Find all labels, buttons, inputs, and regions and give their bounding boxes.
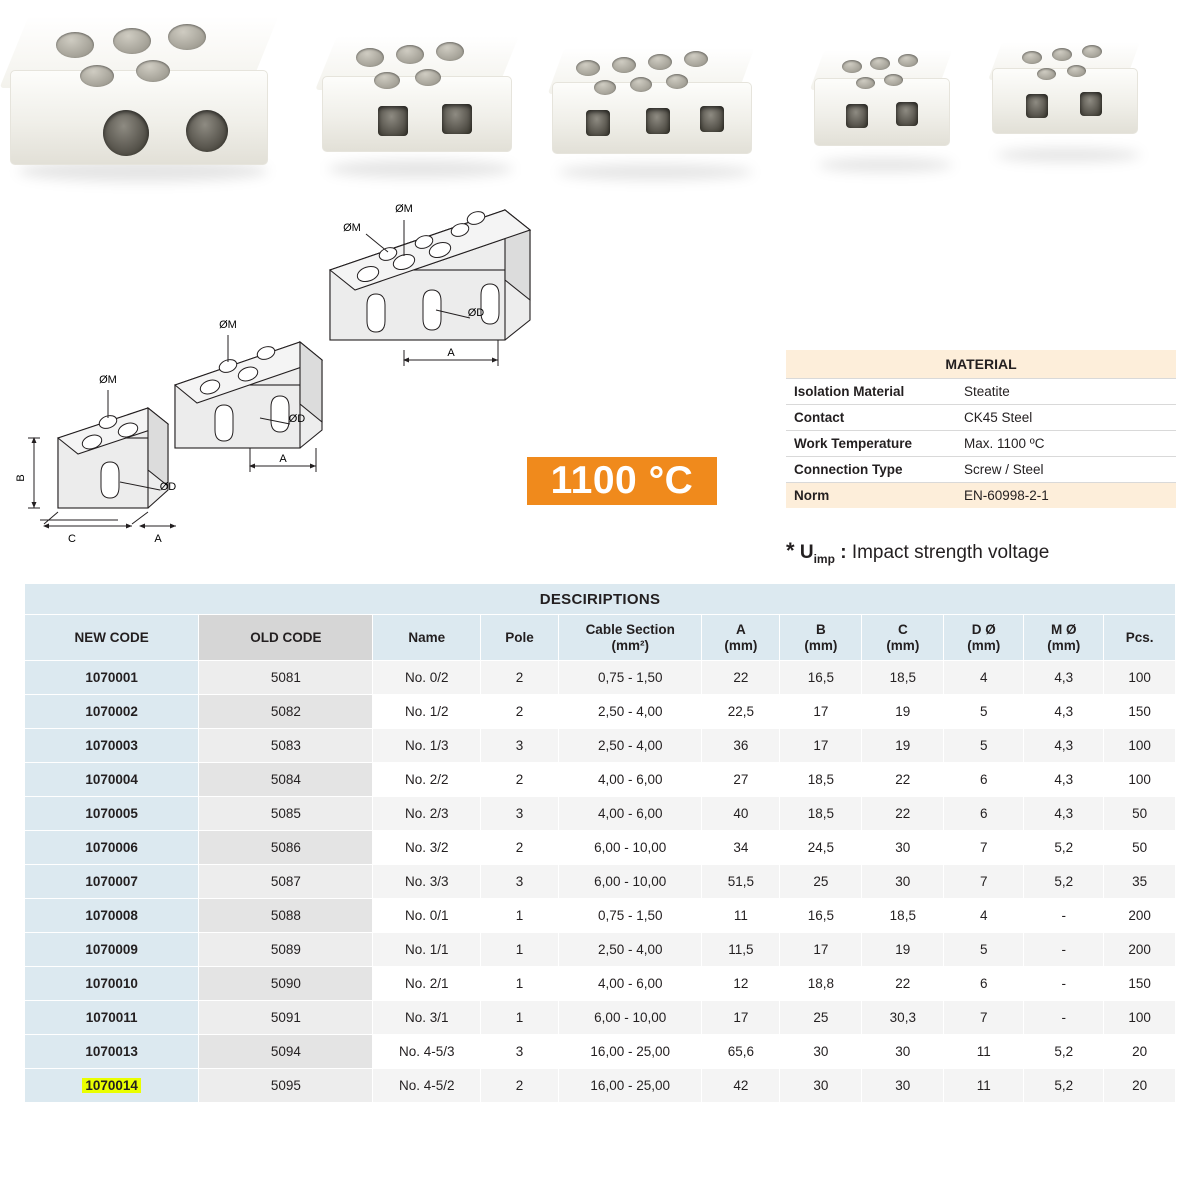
material-key: Isolation Material: [786, 379, 956, 405]
column-header-pcs: Pcs.: [1104, 615, 1176, 661]
cell-a: 17: [702, 1001, 780, 1035]
drawing-label-om: ØM: [343, 222, 361, 234]
cell-pcs: 100: [1104, 729, 1176, 763]
photo-shadow: [558, 164, 753, 180]
cable-entry-hole: [378, 106, 408, 136]
material-table: [786, 350, 1176, 508]
cell-d: 6: [944, 797, 1024, 831]
screw-hole-top: [856, 77, 875, 89]
block-front-face: [992, 68, 1138, 134]
table-row: [25, 695, 1176, 729]
column-header-d: D Ø (mm): [944, 615, 1024, 661]
cell-new-code: 1070008: [25, 899, 199, 933]
column-header-c: C (mm): [862, 615, 944, 661]
cell-new-code: 1070010: [25, 967, 199, 1001]
cell-d: 7: [944, 1001, 1024, 1035]
highlighted-code: 1070014: [82, 1078, 141, 1093]
cell-pole: 3: [481, 729, 559, 763]
drawing-label-c: C: [68, 533, 76, 545]
cell-new-code: 1070006: [25, 831, 199, 865]
screw-hole-top: [684, 51, 708, 67]
screw-hole-top: [396, 45, 424, 64]
cell-name: No. 2/2: [373, 763, 481, 797]
cell-cable-section: 0,75 - 1,50: [558, 661, 701, 695]
cell-new-code: 1070009: [25, 933, 199, 967]
table-row: [25, 933, 1176, 967]
drawing-label-od: ØD: [467, 307, 485, 319]
screw-hole-top: [630, 77, 652, 92]
screw-hole-top: [870, 57, 890, 70]
cell-b: 18,5: [780, 763, 862, 797]
cell-pcs: 200: [1104, 933, 1176, 967]
cell-pcs: 100: [1104, 1001, 1176, 1035]
uimp-colon: :: [834, 542, 852, 563]
cell-c: 30: [862, 831, 944, 865]
column-header-a: A (mm): [702, 615, 780, 661]
cell-d: 7: [944, 831, 1024, 865]
cell-pcs: 50: [1104, 831, 1176, 865]
table-header-row: [25, 615, 1176, 661]
cell-d: 11: [944, 1035, 1024, 1069]
table-row: [25, 1069, 1176, 1103]
cell-b: 25: [780, 865, 862, 899]
cell-cable-section: 16,00 - 25,00: [558, 1069, 701, 1103]
cell-new-code: [25, 1069, 199, 1103]
cell-new-code: 1070007: [25, 865, 199, 899]
cell-d: 5: [944, 729, 1024, 763]
cell-cable-section: 2,50 - 4,00: [558, 933, 701, 967]
cell-c: 30: [862, 1035, 944, 1069]
table-body: [25, 661, 1176, 1103]
cell-old-code: 5086: [199, 831, 373, 865]
cell-cable-section: 4,00 - 6,00: [558, 797, 701, 831]
cell-name: No. 4-5/3: [373, 1035, 481, 1069]
cell-b: 18,8: [780, 967, 862, 1001]
cell-a: 51,5: [702, 865, 780, 899]
cell-old-code: 5082: [199, 695, 373, 729]
cell-old-code: 5090: [199, 967, 373, 1001]
product-photo-3: [550, 44, 760, 184]
drawing-label-a: A: [447, 347, 455, 359]
cell-pole: 2: [481, 661, 559, 695]
product-table: [24, 583, 1176, 1103]
column-header-new-code: NEW CODE: [25, 615, 199, 661]
table-title-row: [25, 584, 1176, 615]
cell-name: No. 1/2: [373, 695, 481, 729]
cable-entry-hole: [442, 104, 472, 134]
cell-b: 30: [780, 1035, 862, 1069]
material-value: Screw / Steel: [956, 457, 1176, 483]
cell-d: 6: [944, 763, 1024, 797]
cell-cable-section: 4,00 - 6,00: [558, 763, 701, 797]
drawing-label-a: A: [279, 453, 287, 465]
product-photo-strip: [0, 0, 1200, 195]
cell-pcs: 100: [1104, 763, 1176, 797]
cell-c: 19: [862, 729, 944, 763]
cell-old-code: 5095: [199, 1069, 373, 1103]
uimp-footnote: [786, 538, 1049, 566]
cell-m: 5,2: [1024, 1035, 1104, 1069]
uimp-text: Impact strength voltage: [851, 542, 1050, 563]
cable-entry-hole: [103, 110, 149, 156]
cell-pole: 2: [481, 763, 559, 797]
cell-pcs: 20: [1104, 1035, 1176, 1069]
cell-a: 11,5: [702, 933, 780, 967]
cell-pcs: 150: [1104, 695, 1176, 729]
cell-pcs: 200: [1104, 899, 1176, 933]
cell-b: 24,5: [780, 831, 862, 865]
screw-hole-top: [1067, 65, 1086, 77]
material-row: [786, 457, 1176, 483]
temperature-badge: 1100 °C: [527, 457, 717, 505]
product-photo-2: [320, 32, 520, 182]
cell-old-code: 5094: [199, 1035, 373, 1069]
table-row: [25, 865, 1176, 899]
material-row: [786, 379, 1176, 405]
column-header-name: Name: [373, 615, 481, 661]
column-header-m: M Ø (mm): [1024, 615, 1104, 661]
drawing-label-a: A: [154, 533, 162, 545]
material-value: EN-60998-2-1: [956, 483, 1176, 509]
screw-hole-top: [884, 74, 903, 86]
technical-drawings: [0, 190, 720, 570]
cell-pcs: 20: [1104, 1069, 1176, 1103]
cell-pole: 2: [481, 831, 559, 865]
cell-cable-section: 16,00 - 25,00: [558, 1035, 701, 1069]
screw-hole-top: [648, 54, 672, 70]
cell-c: 30: [862, 1069, 944, 1103]
table-row: [25, 797, 1176, 831]
cell-name: No. 2/1: [373, 967, 481, 1001]
cell-pole: 1: [481, 967, 559, 1001]
cell-a: 22,5: [702, 695, 780, 729]
uimp-subscript: imp: [813, 551, 835, 566]
cell-old-code: 5088: [199, 899, 373, 933]
table-row: [25, 1035, 1176, 1069]
cell-c: 22: [862, 967, 944, 1001]
cell-name: No. 0/2: [373, 661, 481, 695]
screw-hole-top: [1082, 45, 1102, 58]
material-row: [786, 483, 1176, 509]
cell-name: No. 0/1: [373, 899, 481, 933]
block-front-face: [322, 76, 512, 152]
table-row: [25, 661, 1176, 695]
cell-c: 19: [862, 933, 944, 967]
cell-d: 5: [944, 933, 1024, 967]
cell-new-code: 1070005: [25, 797, 199, 831]
cell-new-code: 1070001: [25, 661, 199, 695]
cell-cable-section: 0,75 - 1,50: [558, 899, 701, 933]
cell-d: 4: [944, 661, 1024, 695]
screw-hole-top: [80, 65, 114, 87]
drawing-label-om: ØM: [99, 374, 117, 386]
column-header-pole: Pole: [481, 615, 559, 661]
material-row: [786, 431, 1176, 457]
cell-b: 16,5: [780, 899, 862, 933]
cell-name: No. 3/3: [373, 865, 481, 899]
screw-hole-top: [415, 69, 441, 86]
cable-entry-hole: [186, 110, 228, 152]
screw-hole-top: [136, 60, 170, 82]
screw-hole-top: [1052, 48, 1072, 61]
material-table-title: MATERIAL: [786, 350, 1176, 379]
cell-cable-section: 2,50 - 4,00: [558, 695, 701, 729]
cell-new-code: 1070004: [25, 763, 199, 797]
drawing-label-b: B: [15, 474, 27, 482]
screw-hole-top: [898, 54, 918, 67]
cell-pcs: 150: [1104, 967, 1176, 1001]
cell-b: 17: [780, 695, 862, 729]
cell-new-code: 1070002: [25, 695, 199, 729]
cell-pole: 1: [481, 899, 559, 933]
cell-c: 30: [862, 865, 944, 899]
material-key: Contact: [786, 405, 956, 431]
cell-name: No. 1/1: [373, 933, 481, 967]
table-row: [25, 1001, 1176, 1035]
cell-old-code: 5087: [199, 865, 373, 899]
cell-b: 18,5: [780, 797, 862, 831]
cell-m: -: [1024, 967, 1104, 1001]
cell-m: 5,2: [1024, 831, 1104, 865]
cell-a: 22: [702, 661, 780, 695]
cell-c: 30,3: [862, 1001, 944, 1035]
cell-pole: 2: [481, 1069, 559, 1103]
photo-shadow: [818, 158, 953, 172]
cell-cable-section: 6,00 - 10,00: [558, 831, 701, 865]
cell-m: -: [1024, 933, 1104, 967]
material-value: Steatite: [956, 379, 1176, 405]
block-front-face: [814, 78, 950, 146]
cell-old-code: 5084: [199, 763, 373, 797]
cell-old-code: 5089: [199, 933, 373, 967]
cell-d: 4: [944, 899, 1024, 933]
cell-a: 36: [702, 729, 780, 763]
cell-a: 42: [702, 1069, 780, 1103]
cell-d: 5: [944, 695, 1024, 729]
cell-b: 30: [780, 1069, 862, 1103]
cell-name: No. 1/3: [373, 729, 481, 763]
screw-hole-top: [56, 32, 94, 58]
screw-hole-top: [356, 48, 384, 67]
cell-m: -: [1024, 1001, 1104, 1035]
cable-entry-hole: [846, 104, 868, 128]
cell-c: 18,5: [862, 661, 944, 695]
cable-entry-hole: [646, 108, 670, 134]
cell-d: 6: [944, 967, 1024, 1001]
cell-cable-section: 2,50 - 4,00: [558, 729, 701, 763]
cell-new-code: 1070013: [25, 1035, 199, 1069]
drawing-label-om: ØM: [395, 203, 413, 215]
cell-cable-section: 6,00 - 10,00: [558, 865, 701, 899]
screw-hole-top: [1022, 51, 1042, 64]
cell-name: No. 4-5/2: [373, 1069, 481, 1103]
material-key: Work Temperature: [786, 431, 956, 457]
cell-a: 12: [702, 967, 780, 1001]
column-header-b: B (mm): [780, 615, 862, 661]
cable-entry-hole: [586, 110, 610, 136]
screw-hole-top: [168, 24, 206, 50]
cell-m: 4,3: [1024, 661, 1104, 695]
table-row: [25, 831, 1176, 865]
cell-pcs: 35: [1104, 865, 1176, 899]
cell-new-code: 1070011: [25, 1001, 199, 1035]
screw-hole-top: [1037, 68, 1056, 80]
cell-c: 18,5: [862, 899, 944, 933]
cell-pole: 3: [481, 865, 559, 899]
cell-name: No. 3/2: [373, 831, 481, 865]
cell-pole: 1: [481, 1001, 559, 1035]
screw-hole-top: [436, 42, 464, 61]
cell-pcs: 50: [1104, 797, 1176, 831]
cell-a: 11: [702, 899, 780, 933]
cell-b: 16,5: [780, 661, 862, 695]
material-key: Connection Type: [786, 457, 956, 483]
cell-m: 5,2: [1024, 1069, 1104, 1103]
column-header-cable-section: Cable Section (mm²): [558, 615, 701, 661]
table-row: [25, 967, 1176, 1001]
cell-pcs: 100: [1104, 661, 1176, 695]
cell-a: 40: [702, 797, 780, 831]
cell-name: No. 3/1: [373, 1001, 481, 1035]
cell-old-code: 5081: [199, 661, 373, 695]
cell-b: 25: [780, 1001, 862, 1035]
cell-pole: 3: [481, 1035, 559, 1069]
photo-shadow: [996, 148, 1141, 162]
screw-hole-top: [612, 57, 636, 73]
cell-old-code: 5085: [199, 797, 373, 831]
material-value: CK45 Steel: [956, 405, 1176, 431]
cell-old-code: 5091: [199, 1001, 373, 1035]
table-row: [25, 729, 1176, 763]
drawing-label-od: ØD: [288, 413, 306, 425]
screw-hole-top: [594, 80, 616, 95]
product-photo-1: [8, 10, 278, 180]
drawing-label-om: ØM: [219, 319, 237, 331]
asterisk-icon: *: [786, 538, 795, 563]
cell-m: 4,3: [1024, 695, 1104, 729]
cell-d: 11: [944, 1069, 1024, 1103]
table-title: DESCIRIPTIONS: [25, 584, 1176, 615]
cell-c: 22: [862, 763, 944, 797]
cable-entry-hole: [1080, 92, 1102, 116]
cell-pole: 3: [481, 797, 559, 831]
column-header-old-code: OLD CODE: [199, 615, 373, 661]
product-photo-5: [990, 38, 1150, 168]
product-photo-4: [812, 46, 962, 176]
cell-pole: 2: [481, 695, 559, 729]
cell-old-code: 5083: [199, 729, 373, 763]
cell-c: 22: [862, 797, 944, 831]
cell-m: 4,3: [1024, 729, 1104, 763]
drawing-label-od: ØD: [159, 481, 177, 493]
material-row: [786, 405, 1176, 431]
screw-hole-top: [666, 74, 688, 89]
cell-a: 65,6: [702, 1035, 780, 1069]
cell-cable-section: 4,00 - 6,00: [558, 967, 701, 1001]
cell-m: 4,3: [1024, 797, 1104, 831]
cable-entry-hole: [1026, 94, 1048, 118]
cell-cable-section: 6,00 - 10,00: [558, 1001, 701, 1035]
cell-a: 34: [702, 831, 780, 865]
cell-m: 4,3: [1024, 763, 1104, 797]
cell-d: 7: [944, 865, 1024, 899]
material-value: Max. 1100 ºC: [956, 431, 1176, 457]
screw-hole-top: [842, 60, 862, 73]
cell-pole: 1: [481, 933, 559, 967]
material-key: Norm: [786, 483, 956, 509]
cell-m: 5,2: [1024, 865, 1104, 899]
cable-entry-hole: [700, 106, 724, 132]
cell-c: 19: [862, 695, 944, 729]
cell-b: 17: [780, 933, 862, 967]
photo-shadow: [328, 160, 513, 178]
uimp-symbol: U: [799, 542, 814, 563]
cable-entry-hole: [896, 102, 918, 126]
cell-b: 17: [780, 729, 862, 763]
cell-a: 27: [702, 763, 780, 797]
screw-hole-top: [113, 28, 151, 54]
table-row: [25, 763, 1176, 797]
screw-hole-top: [576, 60, 600, 76]
cell-m: -: [1024, 899, 1104, 933]
table-row: [25, 899, 1176, 933]
cell-new-code: 1070003: [25, 729, 199, 763]
screw-hole-top: [374, 72, 400, 89]
cell-name: No. 2/3: [373, 797, 481, 831]
